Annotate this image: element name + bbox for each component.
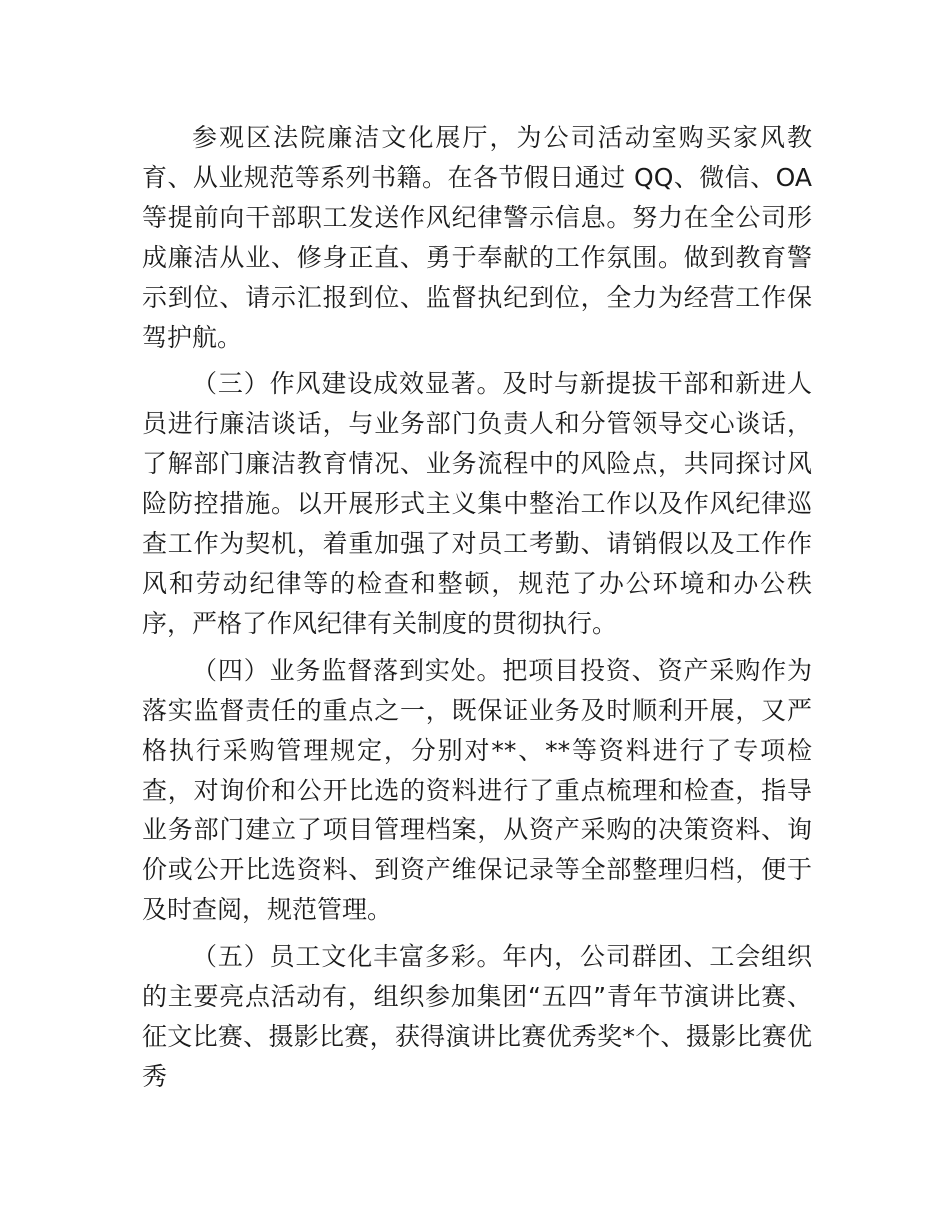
paragraph-education-warning: 参观区法院廉洁文化展厅，为公司活动室购买家风教育、从业规范等系列书籍。在各节假日通过 QQ、微信、OA 等提前向干部职工发送作风纪律警示信息。努力在全公司形成廉洁从业、修身正直、勇于奉献的工作氛围。做到教育警示到位、请示汇报到位、监督执纪到位，全力为经营工作保驾护航。 (142, 123, 812, 352)
document-body (142, 118, 812, 1097)
paragraph-work-style: （三）作风建设成效显著。及时与新提拔干部和新进人员进行廉洁谈话，与业务部门负责人和分管领导交心谈话，了解部门廉洁教育情况、业务流程中的风险点，共同探讨风险防控措施。以开展形式主义集中整治工作以及作风纪律巡查工作为契机，着重加强了对员工考勤、请销假以及工作作风和劳动纪律等的检查和整顿，规范了办公环境和办公秩序，严格了作风纪律有关制度的贯彻执行。 (142, 369, 812, 638)
paragraph-business-supervision: （四）业务监督落到实处。把项目投资、资产采购作为落实监督责任的重点之一，既保证业务及时顺利开展，又严格执行采购管理规定，分别对**、**等资料进行了专项检查，对询价和公开比选的资料进行了重点梳理和检查，指导业务部门建立了项目管理档案，从资产采购的决策资料、询价或公开比选资料、到资产维保记录等全部整理归档，便于及时查阅，规范管理。 (142, 655, 812, 925)
paragraph-employee-culture: （五）员工文化丰富多彩。年内，公司群团、工会组织的主要亮点活动有，组织参加集团“五四”青年节演讲比赛、征文比赛、摄影比赛，获得演讲比赛优秀奖*个、摄影比赛优秀 (142, 942, 812, 1091)
